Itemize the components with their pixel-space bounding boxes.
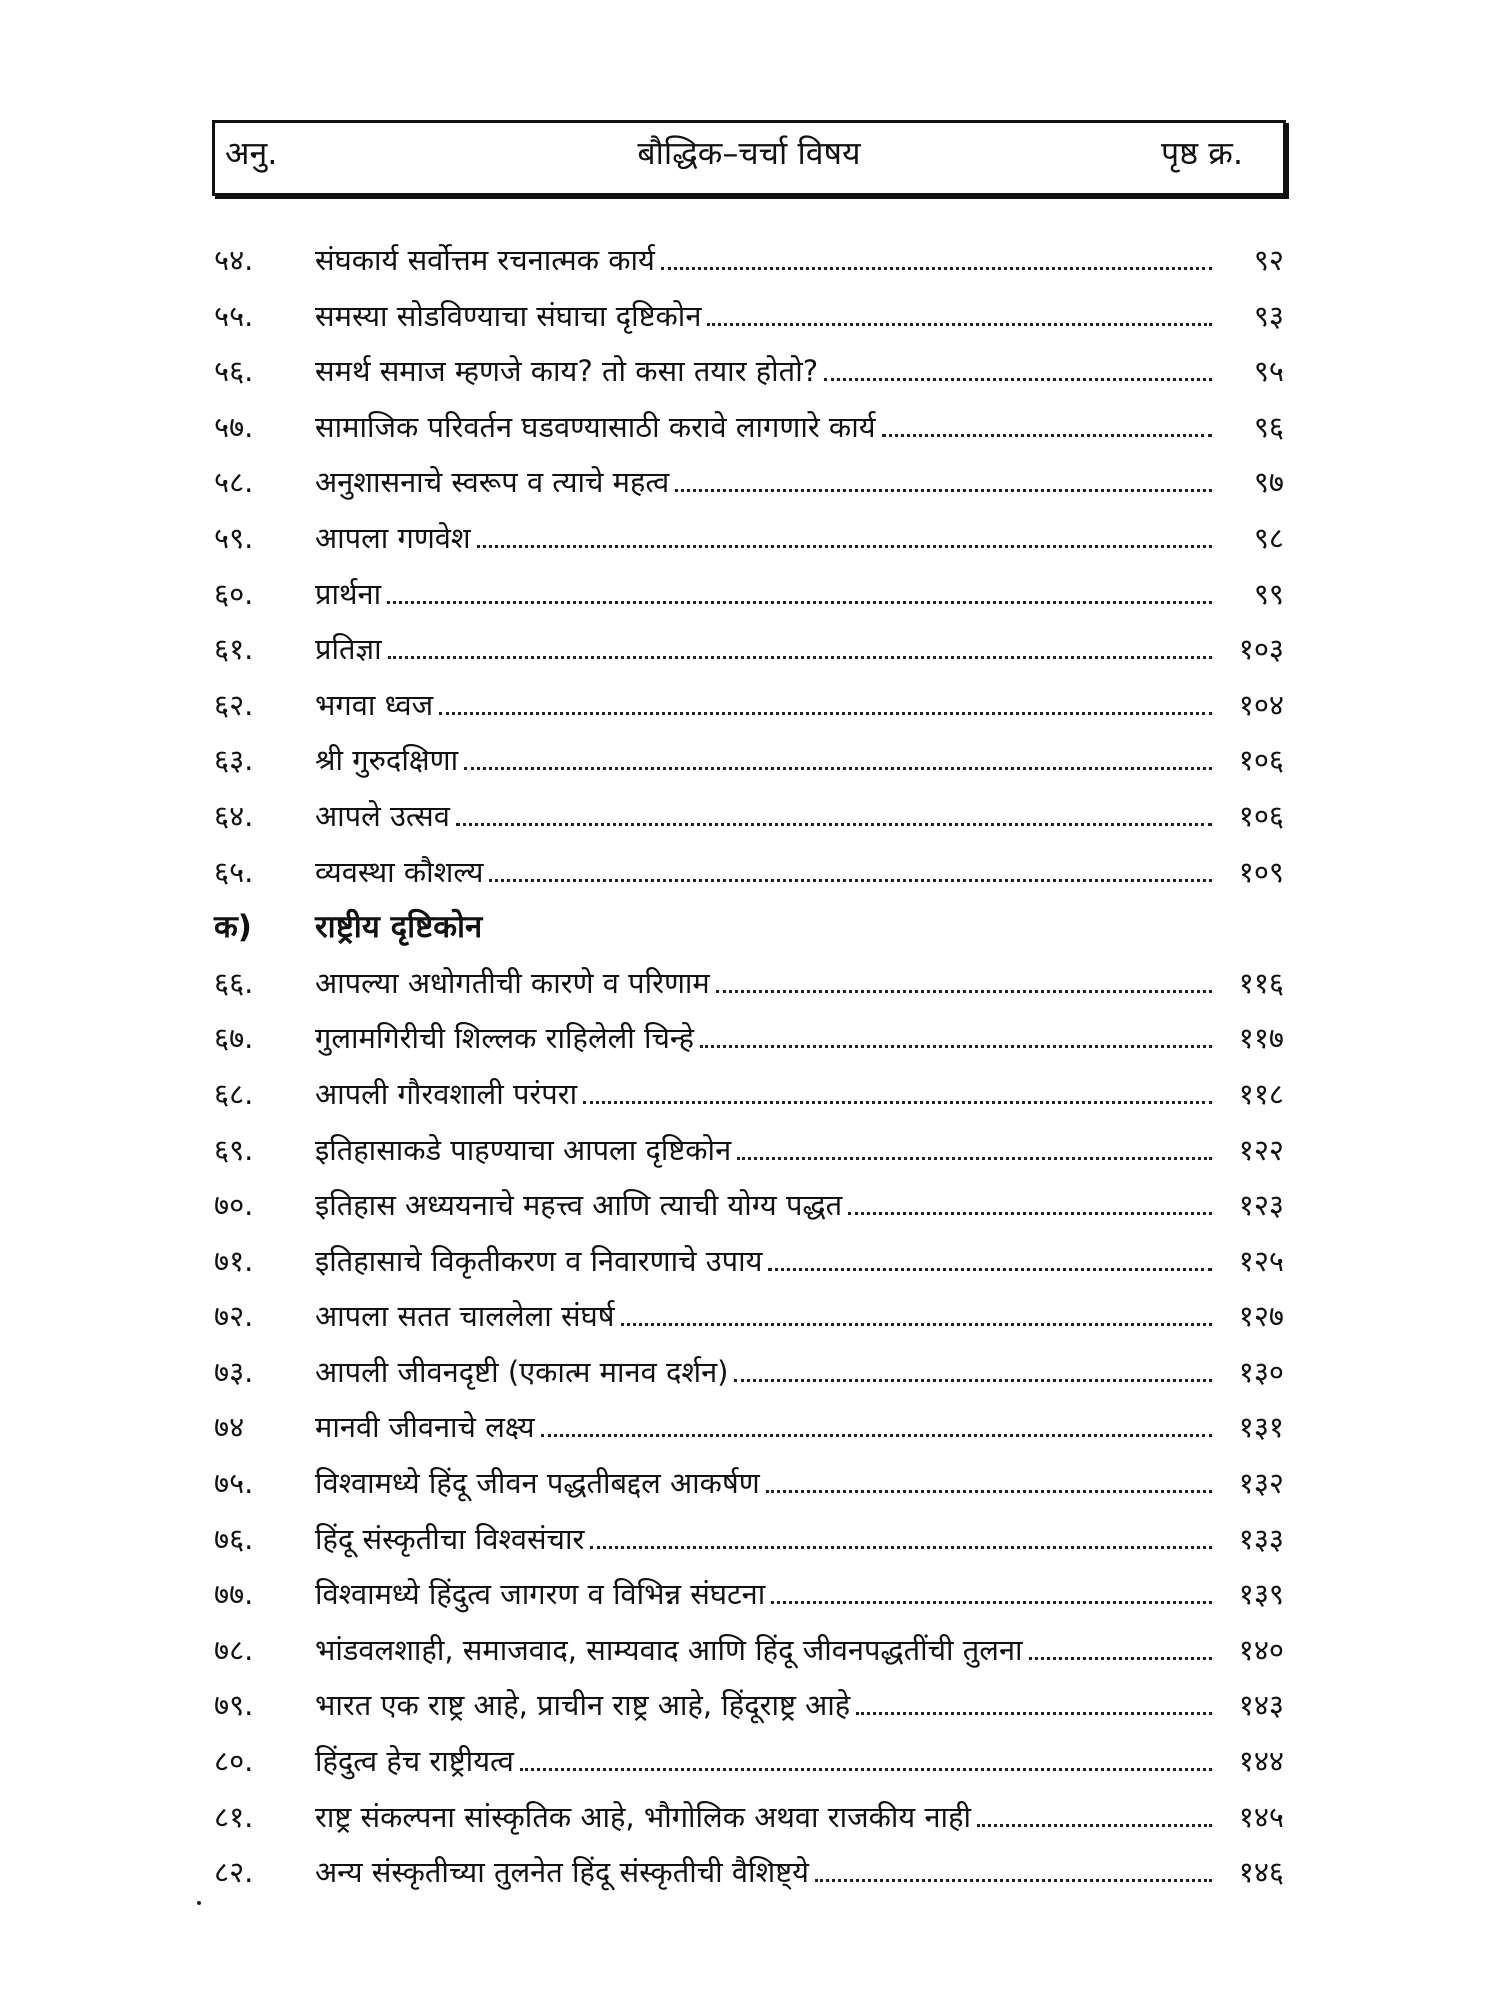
dot-leader bbox=[661, 267, 1212, 270]
dot-leader bbox=[856, 1712, 1212, 1715]
toc-row bbox=[0, 344, 1500, 400]
entry-title: श्री गुरुदक्षिणा bbox=[315, 743, 459, 778]
entry-number: ६१. bbox=[214, 632, 254, 667]
entry-number: ६५. bbox=[214, 854, 254, 889]
entry-title: भारत एक राष्ट्र आहे, प्राचीन राष्ट्र आहे, हिंदूराष्ट्र आहे bbox=[315, 1688, 851, 1723]
entry-title: आपले उत्सव bbox=[315, 798, 450, 833]
page-number: १०३ bbox=[1238, 632, 1284, 667]
entry-line bbox=[315, 1798, 1284, 1836]
entry-line bbox=[315, 1408, 1284, 1446]
entry-line bbox=[315, 241, 1284, 279]
toc-row bbox=[0, 1567, 1500, 1623]
entry-number: ५४. bbox=[214, 243, 254, 277]
page-number: १४५ bbox=[1238, 1799, 1284, 1834]
toc-row bbox=[0, 289, 1500, 345]
page-number: ९२ bbox=[1253, 243, 1284, 277]
toc-row bbox=[0, 845, 1500, 901]
dot-leader bbox=[675, 489, 1212, 492]
entry-number: ६७. bbox=[214, 1021, 254, 1056]
entry-title: हिंदुत्व हेच राष्ट्रीयत्व bbox=[315, 1744, 514, 1779]
entry-title: अन्य संस्कृतीच्या तुलनेत हिंदू संस्कृतीची वैशिष्ट्ये bbox=[315, 1855, 809, 1890]
entry-title: विश्वामध्ये हिंदू जीवन पद्धतीबद्दल आकर्षण bbox=[315, 1466, 760, 1501]
entry-number: ६३. bbox=[214, 743, 254, 778]
entry-title: भगवा ध्वज bbox=[315, 687, 434, 722]
entry-title: आपली गौरवशाली परंपरा bbox=[315, 1076, 578, 1111]
entry-line bbox=[315, 1242, 1284, 1280]
section-heading-row bbox=[0, 900, 1500, 956]
entry-line bbox=[315, 352, 1284, 390]
toc-row bbox=[0, 789, 1500, 845]
entry-number: ७१. bbox=[214, 1243, 254, 1278]
entry-title: अनुशासनाचे स्वरूप व त्याचे महत्व bbox=[315, 465, 670, 500]
dot-leader bbox=[520, 1768, 1212, 1771]
entry-title: समर्थ समाज म्हणजे काय? तो कसा तयार होतो? bbox=[315, 354, 819, 389]
dot-leader bbox=[734, 1379, 1212, 1382]
dot-leader bbox=[439, 712, 1212, 715]
entry-number: ६०. bbox=[214, 576, 254, 611]
toc-row bbox=[0, 1067, 1500, 1123]
entry-number: ८२. bbox=[214, 1855, 254, 1890]
entry-line bbox=[315, 797, 1284, 835]
page-number: १२५ bbox=[1238, 1243, 1284, 1278]
toc-row bbox=[0, 400, 1500, 456]
entry-title: मानवी जीवनाचे लक्ष्य bbox=[315, 1410, 535, 1445]
dot-leader bbox=[848, 1212, 1212, 1215]
entry-number: ५८. bbox=[214, 465, 254, 500]
entry-line bbox=[315, 964, 1284, 1002]
page-number: १३९ bbox=[1238, 1577, 1284, 1612]
toc-row bbox=[0, 1456, 1500, 1512]
entry-line bbox=[315, 463, 1284, 501]
page-number: १४० bbox=[1238, 1632, 1284, 1667]
page-number: १४६ bbox=[1238, 1855, 1284, 1890]
toc-row bbox=[0, 455, 1500, 511]
entry-line bbox=[315, 575, 1284, 613]
dot-leader bbox=[388, 656, 1212, 659]
entry-title: इतिहासाचे विकृतीकरण व निवारणाचे उपाय bbox=[315, 1243, 763, 1278]
dot-leader bbox=[621, 1323, 1212, 1326]
toc-row bbox=[0, 1289, 1500, 1345]
entry-line bbox=[315, 1297, 1284, 1335]
entry-number: ७९. bbox=[214, 1688, 254, 1723]
entry-number: ५६. bbox=[214, 354, 254, 389]
toc-row bbox=[0, 1400, 1500, 1456]
entry-number: ८०. bbox=[214, 1744, 254, 1779]
page-number: १३३ bbox=[1238, 1521, 1284, 1556]
page-number: १४४ bbox=[1238, 1744, 1284, 1779]
page-number: १०४ bbox=[1238, 687, 1284, 722]
toc-row bbox=[0, 733, 1500, 789]
entry-line bbox=[315, 630, 1284, 668]
entry-number: ६९. bbox=[214, 1132, 254, 1167]
entry-number: ६८. bbox=[214, 1076, 254, 1111]
entry-line bbox=[315, 1742, 1284, 1780]
table-header bbox=[212, 120, 1286, 196]
page-number: ९९ bbox=[1253, 576, 1284, 611]
entry-line bbox=[315, 741, 1284, 779]
entry-line bbox=[315, 1019, 1284, 1057]
dot-leader bbox=[716, 990, 1212, 993]
entry-line bbox=[315, 1686, 1284, 1724]
toc-row bbox=[0, 511, 1500, 567]
entry-line bbox=[315, 1353, 1284, 1391]
entry-title: इतिहास अध्ययनाचे महत्त्व आणि त्याची योग्य पद्धत bbox=[315, 1188, 843, 1223]
toc-row bbox=[0, 956, 1500, 1012]
entry-title: भांडवलशाही, समाजवाद, साम्यवाद आणि हिंदू जीवनपद्धतींची तुलना bbox=[315, 1632, 1023, 1667]
page-number: १०६ bbox=[1238, 798, 1284, 833]
dot-leader bbox=[766, 1490, 1212, 1493]
entry-number: ७०. bbox=[214, 1188, 254, 1223]
dot-leader bbox=[489, 879, 1212, 882]
entry-line bbox=[315, 1853, 1284, 1891]
table-of-contents bbox=[0, 233, 1500, 1901]
dot-leader bbox=[456, 823, 1212, 826]
toc-row bbox=[0, 1011, 1500, 1067]
toc-row bbox=[0, 1512, 1500, 1568]
entry-title: गुलामगिरीची शिल्लक राहिलेली चिन्हे bbox=[315, 1021, 694, 1056]
page-column-label: पृष्ठ क्र. bbox=[1161, 134, 1243, 172]
entry-title: आपल्या अधोगतीची कारणे व परिणाम bbox=[315, 965, 710, 1000]
entry-number: ६२. bbox=[214, 687, 254, 722]
entry-title: विश्वामध्ये हिंदुत्व जागरण व विभिन्न संघटना bbox=[315, 1577, 766, 1612]
toc-row bbox=[0, 567, 1500, 623]
dot-leader bbox=[464, 767, 1212, 770]
entry-title: हिंदू संस्कृतीचा विश्वसंचार bbox=[315, 1521, 585, 1556]
entry-title: आपला गणवेश bbox=[315, 520, 471, 555]
toc-row bbox=[0, 1345, 1500, 1401]
serial-column-label: अनु. bbox=[225, 134, 278, 172]
entry-number: ७५. bbox=[214, 1466, 254, 1501]
dot-leader bbox=[882, 434, 1212, 437]
entry-number: ७४ bbox=[214, 1410, 245, 1445]
toc-row bbox=[0, 1178, 1500, 1234]
entry-title: समस्या सोडविण्याचा संघाचा दृष्टिकोन bbox=[315, 298, 702, 333]
toc-row bbox=[0, 1678, 1500, 1734]
entry-number: ७६. bbox=[214, 1521, 254, 1556]
entry-title: प्रार्थना bbox=[315, 576, 382, 611]
toc-row bbox=[0, 1845, 1500, 1901]
dot-leader bbox=[700, 1045, 1212, 1048]
toc-row bbox=[0, 1234, 1500, 1290]
entry-number: ६६. bbox=[214, 965, 254, 1000]
dot-leader bbox=[771, 1601, 1212, 1604]
page-number: १२२ bbox=[1238, 1132, 1284, 1167]
entry-title: सामाजिक परिवर्तन घडवण्यासाठी करावे लागणारे कार्य bbox=[315, 409, 876, 444]
entry-line bbox=[315, 853, 1284, 891]
page-number: ९७ bbox=[1253, 465, 1284, 500]
entry-line bbox=[315, 519, 1284, 557]
entry-line bbox=[315, 408, 1284, 446]
dot-leader bbox=[541, 1434, 1212, 1437]
entry-title: व्यवस्था कौशल्य bbox=[315, 854, 484, 889]
entry-line bbox=[315, 1464, 1284, 1502]
page-number: ११७ bbox=[1238, 1021, 1284, 1056]
entry-number: ६४. bbox=[214, 798, 254, 833]
entry-number: ५५. bbox=[214, 298, 254, 333]
entry-line bbox=[315, 1131, 1284, 1169]
toc-row bbox=[0, 1623, 1500, 1679]
dot-leader bbox=[737, 1157, 1212, 1160]
entry-number: क) bbox=[214, 909, 252, 946]
stray-ink-dot bbox=[197, 1901, 201, 1905]
page-number: १३० bbox=[1238, 1354, 1284, 1389]
entry-number: ५९. bbox=[214, 520, 254, 555]
entry-title: आपला सतत चाललेला संघर्ष bbox=[315, 1299, 615, 1334]
entry-line bbox=[315, 1575, 1284, 1613]
entry-line bbox=[315, 1075, 1284, 1113]
entry-number: ७३. bbox=[214, 1354, 254, 1389]
entry-line bbox=[315, 1520, 1284, 1558]
page-number: ११६ bbox=[1238, 965, 1284, 1000]
page-number: ९५ bbox=[1253, 354, 1284, 389]
toc-row bbox=[0, 1790, 1500, 1846]
dot-leader bbox=[1029, 1657, 1212, 1660]
page-number: १२३ bbox=[1238, 1188, 1284, 1223]
dot-leader bbox=[387, 601, 1212, 604]
entry-title: राष्ट्र संकल्पना सांस्कृतिक आहे, भौगोलिक अथवा राजकीय नाही bbox=[315, 1799, 971, 1834]
entry-number: ७७. bbox=[214, 1577, 254, 1612]
entry-title: आपली जीवनदृष्टी (एकात्म मानव दर्शन) bbox=[315, 1354, 729, 1389]
topic-column-title: बौद्धिक–चर्चा विषय bbox=[637, 134, 861, 172]
page-number: ९८ bbox=[1253, 520, 1284, 555]
entry-line bbox=[315, 686, 1284, 724]
page-number: १०६ bbox=[1238, 743, 1284, 778]
entry-title: संघकार्य सर्वोत्तम रचनात्मक कार्य bbox=[315, 243, 655, 277]
entry-title: इतिहासाकडे पाहण्याचा आपला दृष्टिकोन bbox=[315, 1132, 732, 1167]
entry-line bbox=[315, 297, 1284, 335]
page-number: १३२ bbox=[1238, 1466, 1284, 1501]
page-number: १०९ bbox=[1238, 854, 1284, 889]
entry-number: ७८. bbox=[214, 1632, 254, 1667]
dot-leader bbox=[815, 1879, 1212, 1882]
toc-row bbox=[0, 233, 1500, 289]
entry-title: प्रतिज्ञा bbox=[315, 632, 382, 667]
dot-leader bbox=[824, 378, 1212, 381]
page-number: १४३ bbox=[1238, 1688, 1284, 1723]
toc-row bbox=[0, 622, 1500, 678]
dot-leader bbox=[707, 323, 1212, 326]
dot-leader bbox=[977, 1824, 1212, 1827]
page-number: १२७ bbox=[1238, 1299, 1284, 1334]
entry-line bbox=[315, 908, 1284, 946]
entry-number: ७२. bbox=[214, 1299, 254, 1334]
page-number: १३१ bbox=[1238, 1410, 1284, 1445]
section-title: राष्ट्रीय दृष्टिकोन bbox=[315, 909, 483, 946]
page-number: ११८ bbox=[1238, 1076, 1284, 1111]
dot-leader bbox=[477, 545, 1212, 548]
dot-leader bbox=[590, 1546, 1212, 1549]
toc-row bbox=[0, 1123, 1500, 1179]
toc-row bbox=[0, 1734, 1500, 1790]
page-number: ९६ bbox=[1253, 409, 1284, 444]
toc-row bbox=[0, 678, 1500, 734]
dot-leader bbox=[583, 1101, 1212, 1104]
entry-line bbox=[315, 1186, 1284, 1224]
entry-line bbox=[315, 1631, 1284, 1669]
page-number: ९३ bbox=[1253, 298, 1284, 333]
entry-number: ८१. bbox=[214, 1799, 254, 1834]
dot-leader bbox=[768, 1268, 1212, 1271]
entry-number: ५७. bbox=[214, 409, 254, 444]
